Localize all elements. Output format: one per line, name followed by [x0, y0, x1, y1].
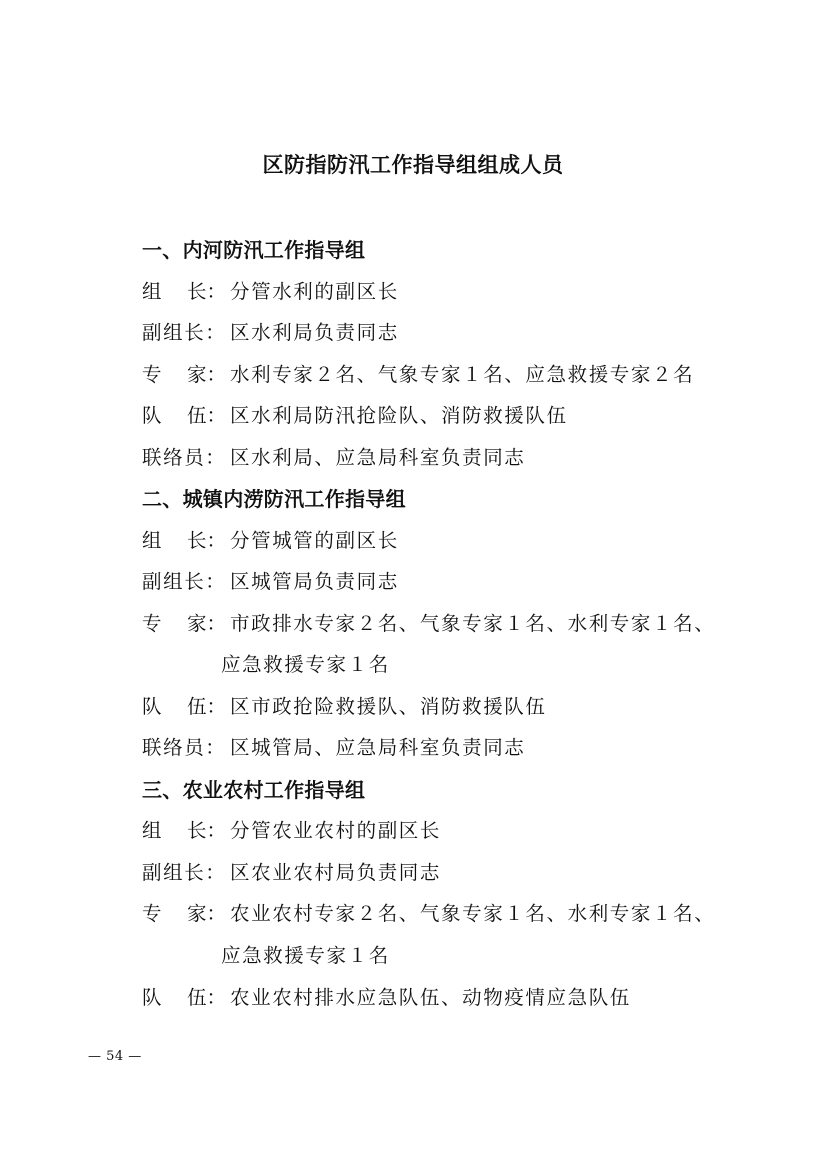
team-value: 农业农村排水应急队伍、动物疫情应急队伍	[230, 986, 631, 1009]
section-heading-3: 三、农业农村工作指导组	[142, 778, 366, 802]
leader-label	[142, 526, 230, 556]
deputy-row-1	[142, 318, 399, 348]
experts-continuation-3: 应急救援专家１名	[221, 944, 390, 967]
experts-label-char: 家：	[187, 612, 227, 635]
team-label	[142, 401, 230, 431]
experts-label	[142, 360, 230, 390]
leader-value: 分管农业农村的副区长	[230, 819, 442, 842]
leader-label	[142, 277, 230, 307]
experts-label	[142, 609, 230, 639]
leader-label-char: 组	[142, 819, 162, 842]
liaison-label: 联络员：	[142, 736, 227, 759]
team-label	[142, 983, 230, 1013]
team-label-char: 队	[142, 695, 162, 718]
deputy-value: 区农业农村局负责同志	[230, 861, 442, 884]
page-title: 区防指防汛工作指导组组成人员	[262, 152, 564, 177]
leader-row-1	[142, 277, 399, 307]
page-number: — 54 —	[88, 1049, 142, 1064]
experts-label-char: 家：	[187, 902, 227, 925]
team-row-2	[142, 692, 547, 722]
deputy-label: 副组长：	[142, 321, 227, 344]
team-label-char: 伍：	[187, 404, 227, 427]
leader-value: 分管水利的副区长	[230, 280, 399, 303]
deputy-row-3	[142, 858, 441, 888]
team-label	[142, 692, 230, 722]
team-label-char: 伍：	[187, 986, 227, 1009]
section-heading-1: 一、内河防汛工作指导组	[142, 238, 366, 262]
leader-row-3	[142, 816, 441, 846]
liaison-label: 联络员：	[142, 446, 227, 469]
leader-label-char: 组	[142, 529, 162, 552]
leader-label-char: 组	[142, 280, 162, 303]
deputy-value: 区城管局负责同志	[230, 570, 399, 593]
leader-label-char: 长：	[187, 529, 227, 552]
team-row-3	[142, 983, 631, 1013]
team-label-char: 队	[142, 404, 162, 427]
experts-row-2	[142, 609, 715, 639]
experts-label	[142, 899, 230, 929]
experts-label-char: 家：	[187, 363, 227, 386]
leader-value: 分管城管的副区长	[230, 529, 399, 552]
section-heading-2: 二、城镇内涝防汛工作指导组	[142, 487, 406, 511]
experts-label-char: 专	[142, 902, 162, 925]
team-label-char: 伍：	[187, 695, 227, 718]
experts-row-3	[142, 899, 715, 929]
experts-value: 市政排水专家２名、气象专家１名、水利专家１名、	[230, 612, 716, 635]
experts-value: 农业农村专家２名、气象专家１名、水利专家１名、	[230, 902, 716, 925]
team-value: 区水利局防汛抢险队、消防救援队伍	[230, 404, 568, 427]
experts-continuation-2: 应急救援专家１名	[221, 653, 390, 676]
liaison-row-1	[142, 443, 525, 473]
experts-label-char: 专	[142, 363, 162, 386]
leader-label	[142, 816, 230, 846]
team-row-1	[142, 401, 568, 431]
liaison-value: 区水利局、应急局科室负责同志	[230, 446, 526, 469]
deputy-label: 副组长：	[142, 861, 227, 884]
team-value: 区市政抢险救援队、消防救援队伍	[230, 695, 547, 718]
team-label-char: 队	[142, 986, 162, 1009]
liaison-value: 区城管局、应急局科室负责同志	[230, 736, 526, 759]
leader-label-char: 长：	[187, 280, 227, 303]
deputy-value: 区水利局负责同志	[230, 321, 399, 344]
liaison-row-2	[142, 733, 525, 763]
leader-row-2	[142, 526, 399, 556]
experts-row-1	[142, 360, 694, 390]
leader-label-char: 长：	[187, 819, 227, 842]
deputy-label: 副组长：	[142, 570, 227, 593]
experts-value: 水利专家２名、气象专家１名、应急救援专家２名	[230, 363, 695, 386]
deputy-row-2	[142, 567, 399, 597]
experts-label-char: 专	[142, 612, 162, 635]
